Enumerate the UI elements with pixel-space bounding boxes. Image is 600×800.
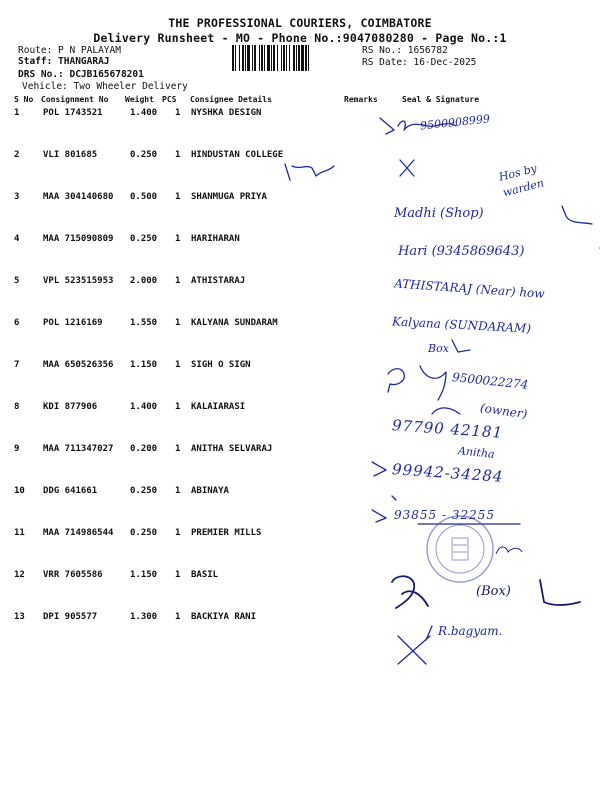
cell-pcs: 1 — [175, 486, 181, 496]
cell-pcs: 1 — [175, 192, 181, 202]
barcode-bar — [242, 45, 244, 71]
barcode-bar — [286, 45, 287, 71]
cell-sno: 1 — [14, 108, 20, 118]
barcode-bar — [273, 45, 275, 71]
staff-label: Staff: THANGARAJ — [18, 56, 110, 67]
col-seal-signature: Seal & Signature — [402, 95, 480, 104]
cell-pcs: 1 — [175, 360, 181, 370]
barcode-bar — [264, 45, 265, 71]
col-consignee: Consignee Details — [190, 95, 272, 104]
barcode-bar — [271, 45, 272, 71]
barcode-bar — [296, 45, 297, 71]
cell-consignee: ANITHA SELVARAJ — [191, 444, 273, 454]
barcode-bar — [308, 45, 309, 71]
cell-consignee: KALAIARASI — [191, 402, 246, 412]
handwritten-box-row-12: (Box) — [476, 584, 511, 599]
handwritten-sig-row-3: Madhi (Shop) — [394, 206, 484, 221]
handwritten-name-row-9: Anitha — [457, 444, 496, 461]
cell-consignee: HARIHARAN — [191, 234, 240, 244]
handwritten-phone-row-9: 99942-34284 — [391, 460, 505, 486]
cell-weight: 0.250 — [130, 528, 158, 538]
barcode-bar — [289, 45, 290, 71]
barcode-bar — [298, 45, 300, 71]
cell-weight: 1.400 — [130, 108, 158, 118]
cell-sno: 4 — [14, 234, 20, 244]
cell-consignee: NYSHKA DESIGN — [191, 108, 262, 118]
cell-sno: 10 — [14, 486, 25, 496]
cell-consignment: VPL 523515953 — [43, 276, 114, 286]
rs-date: RS Date: 16-Dec-2025 — [362, 57, 477, 68]
cell-consignment: VLI 801685 — [43, 150, 98, 160]
handwritten-sig-row-4: Hari (9345869643) — [398, 244, 525, 259]
cell-consignee: BASIL — [191, 570, 219, 580]
drs-number: DRS No.: DCJB165678201 — [18, 69, 144, 80]
cell-sno: 5 — [14, 276, 20, 286]
barcode-bar — [259, 45, 260, 71]
cell-sno: 8 — [14, 402, 20, 412]
barcode-bar — [261, 45, 263, 71]
cell-pcs: 1 — [175, 108, 181, 118]
barcode-bar — [283, 45, 285, 71]
handwritten-note-row-2: Hos by warden — [497, 161, 546, 200]
cell-consignee: HINDUSTAN COLLEGE — [191, 150, 284, 160]
cell-consignee: PREMIER MILLS — [191, 528, 262, 538]
cell-consignee: KALYANA SUNDARAM — [191, 318, 278, 328]
cell-consignment: MAA 650526356 — [43, 360, 114, 370]
cell-weight: 0.500 — [130, 192, 158, 202]
cell-sno: 2 — [14, 150, 20, 160]
cell-sno: 12 — [14, 570, 25, 580]
cell-consignee: SHANMUGA PRIYA — [191, 192, 267, 202]
signature-row-9 — [372, 462, 386, 476]
cell-sno: 6 — [14, 318, 20, 328]
signature-row-13 — [398, 626, 432, 664]
cell-consignment: DDG 641661 — [43, 486, 98, 496]
cell-consignee: ABINAYA — [191, 486, 229, 496]
cell-weight: 0.250 — [130, 234, 158, 244]
cell-sno: 7 — [14, 360, 20, 370]
cell-pcs: 1 — [175, 528, 181, 538]
cell-pcs: 1 — [175, 612, 181, 622]
cell-sno: 11 — [14, 528, 25, 538]
barcode-bar — [247, 45, 250, 71]
cell-consignment: MAA 304140680 — [43, 192, 114, 202]
cell-sno: 9 — [14, 444, 20, 454]
cell-consignee: BACKIYA RANI — [191, 612, 257, 622]
cell-consignment: DPI 905577 — [43, 612, 98, 622]
barcode-bar — [277, 45, 278, 71]
barcode-bar — [232, 45, 234, 71]
company-title: THE PROFESSIONAL COURIERS, COIMBATORE — [168, 16, 432, 30]
cell-weight: 0.250 — [130, 486, 158, 496]
cell-weight: 1.150 — [130, 570, 158, 580]
col-pcs: PCS — [162, 95, 177, 104]
cell-weight: 0.250 — [130, 150, 158, 160]
runsheet-subtitle: Delivery Runsheet - MO - Phone No.:9047080280 - Page No.:1 — [93, 31, 507, 45]
cell-consignment: POL 1216169 — [43, 318, 103, 328]
cell-pcs: 1 — [175, 402, 181, 412]
cell-weight: 1.300 — [130, 612, 158, 622]
barcode — [232, 45, 358, 71]
barcode-bar — [239, 45, 240, 71]
cell-weight: 1.400 — [130, 402, 158, 412]
signature-row-8 — [432, 408, 460, 414]
barcode-bar — [267, 45, 270, 71]
cell-consignee: SIGH O SIGN — [191, 360, 251, 370]
col-remarks: Remarks — [344, 95, 378, 104]
barcode-bar — [301, 45, 304, 71]
barcode-bar — [281, 45, 282, 71]
cell-consignment: MAA 714986544 — [43, 528, 114, 538]
cell-consignment: KDI 877906 — [43, 402, 98, 412]
col-consignment: Consignment No — [41, 95, 109, 104]
handwritten-phone-row-10: 93855 - 32255 — [394, 508, 496, 522]
cell-weight: 0.200 — [130, 444, 158, 454]
cell-consignee: ATHISTARAJ — [191, 276, 246, 286]
barcode-bar — [235, 45, 236, 71]
col-sno: S No — [14, 95, 34, 104]
cell-consignment: POL 1743521 — [43, 108, 103, 118]
handwritten-sig-row-8: (owner) — [479, 400, 529, 422]
cell-consignment: VRR 7605586 — [43, 570, 103, 580]
barcode-bar — [293, 45, 295, 71]
barcode-bar — [305, 45, 307, 71]
handwritten-phone-row-1: 9500908999 — [419, 112, 491, 133]
barcode-bar — [245, 45, 246, 71]
signature-row-6 — [452, 340, 470, 352]
handwritten-phone-row-7: 9500022274 — [451, 370, 529, 392]
signature-row-7 — [388, 366, 446, 400]
col-weight: Weight — [125, 95, 154, 104]
rs-number: RS No.: 1656782 — [362, 45, 448, 56]
cell-pcs: 1 — [175, 444, 181, 454]
handwritten-sig-row-13: R.bagyam. — [438, 624, 503, 638]
cell-pcs: 1 — [175, 570, 181, 580]
signature-row-3 — [562, 206, 592, 224]
company-stamp — [427, 516, 493, 582]
route-label: Route: P N PALAYAM — [18, 45, 121, 56]
handwritten-sig-row-6: Kalyana (SUNDARAM) — [391, 314, 532, 336]
cell-pcs: 1 — [175, 234, 181, 244]
cell-pcs: 1 — [175, 276, 181, 286]
barcode-bar — [254, 45, 256, 71]
cell-pcs: 1 — [175, 318, 181, 328]
cell-weight: 1.150 — [130, 360, 158, 370]
vehicle-label: Vehicle: Two Wheeler Delivery — [22, 81, 188, 92]
cell-consignment: MAA 711347027 — [43, 444, 114, 454]
cell-sno: 3 — [14, 192, 20, 202]
cell-consignment: MAA 715090809 — [43, 234, 114, 244]
cell-weight: 1.550 — [130, 318, 158, 328]
barcode-bar — [252, 45, 253, 71]
cell-pcs: 1 — [175, 150, 181, 160]
handwritten-sig-row-5: ATHISTARAJ (Near) how — [393, 276, 546, 301]
cell-sno: 13 — [14, 612, 25, 622]
cell-weight: 2.000 — [130, 276, 158, 286]
handwritten-box-row-6: Box — [428, 342, 449, 355]
signature-row-2 — [285, 160, 414, 180]
handwritten-phone-row-8: 97790 42181 — [391, 416, 504, 442]
